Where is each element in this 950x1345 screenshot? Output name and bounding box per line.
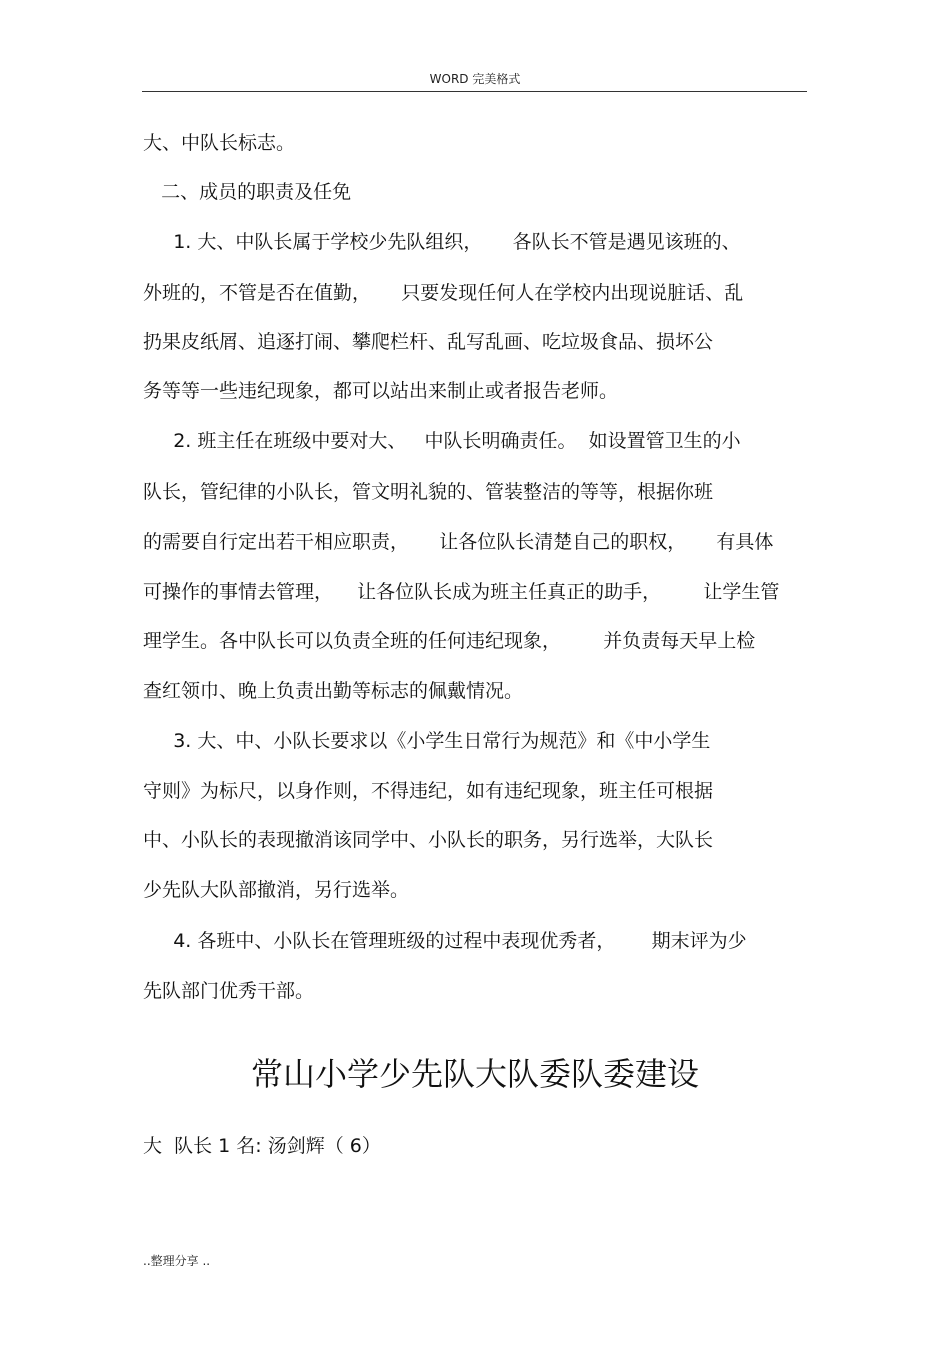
text-line: 少先队大队部撤消，另行选举。 [143,879,410,901]
text-line: 大、中队长标志。 [143,132,296,154]
text-line: 外班的，不管是否在值勤， 只要发现任何人在学校内出现说脏话、乱 [143,282,744,304]
text-line: 先队部门优秀干部。 [143,980,315,1002]
text-line: 守则》为标尺，以身作则，不得违纪，如有违纪现象，班主任可根据 [143,780,714,802]
text-line: 的需要自行定出若干相应职责， 让各位队长清楚自己的职权， 有具体 [143,531,774,553]
header-text: WORD 完美格式 [429,72,521,86]
text-line: 务等等一些违纪现象，都可以站出来制止或者报告老师。 [143,380,619,402]
text-line: 3. 大、中、小队长要求以《小学生日常行为规范》和《中小学生 [143,730,711,752]
text-line: 查红领巾、晚上负责出勤等标志的佩戴情况。 [143,680,524,702]
section-heading: 二、成员的职责及任免 [143,181,352,203]
text-line: 2. 班主任在班级中要对大、 中队长明确责任。 如设置管卫生的小 [143,430,741,452]
text-line: 中、小队长的表现撤消该同学中、小队长的职务，另行选举，大队长 [143,829,714,851]
member-line: 大 队长 1 名: 汤剑辉（ 6） [143,1135,381,1157]
text-line: 4. 各班中、小队长在管理班级的过程中表现优秀者， 期末评为少 [143,930,747,952]
text-line: 理学生。各中队长可以负责全班的任何违纪现象， 并负责每天早上检 [143,630,756,652]
text-line: 1. 大、中队长属于学校少先队组织， 各队长不管是遇见该班的、 [143,231,741,253]
section-title: 常山小学少先队大队委队委建设 [250,1055,699,1093]
text-line: 扔果皮纸屑、追逐打闹、攀爬栏杆、乱写乱画、吃垃圾食品、损坏公 [143,331,714,353]
text-line: 可操作的事情去管理， 让各位队长成为班主任真正的助手， 让学生管 [143,581,780,603]
text-line: 队长，管纪律的小队长，管文明礼貌的、管装整洁的等等，根据你班 [143,481,714,503]
page-footer: ..整理分享 .. [143,1254,211,1268]
header-rule [142,91,807,92]
